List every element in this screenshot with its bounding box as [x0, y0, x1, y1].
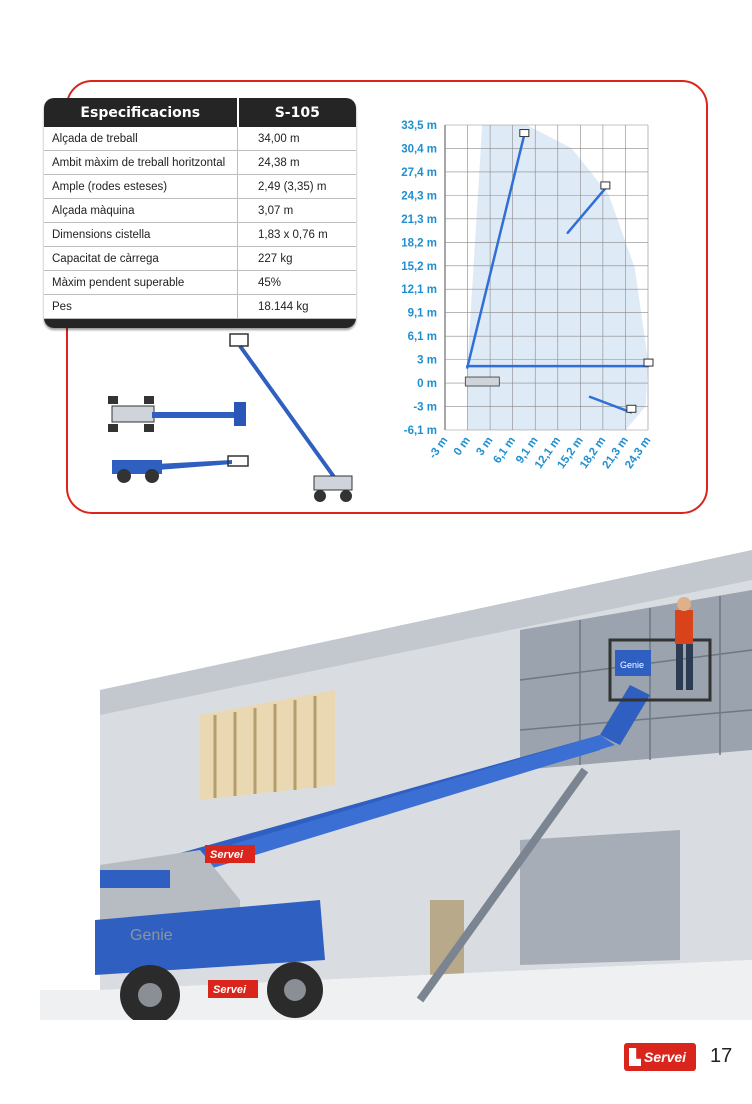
spec-label: Ample (rodes esteses)	[44, 175, 238, 199]
machine-base-marker	[465, 377, 499, 386]
basket-marker	[627, 405, 636, 412]
spec-label: Màxim pendent superable	[44, 271, 238, 295]
boom-brand-label: Servei	[210, 849, 244, 861]
y-tick-label: 9,1 m	[407, 307, 437, 320]
y-tick-label: 30,4 m	[401, 143, 437, 156]
table-row	[44, 175, 356, 199]
y-axis-ticks	[401, 120, 437, 437]
table-row	[44, 127, 356, 151]
table-row	[44, 223, 356, 247]
x-tick-label: 21,3 m	[600, 434, 631, 472]
x-axis-ticks	[427, 435, 653, 471]
x-tick-label: 6,1 m	[491, 434, 519, 466]
table-row	[44, 295, 356, 319]
spec-value: 1,83 x 0,76 m	[238, 223, 357, 247]
spec-label: Ambit màxim de treball horitzontal	[44, 151, 238, 175]
y-tick-label: 21,3 m	[401, 213, 437, 226]
y-tick-label: 0 m	[417, 378, 437, 391]
spec-value: 24,38 m	[238, 151, 357, 175]
y-tick-label: -3 m	[413, 401, 437, 414]
table-row	[44, 151, 356, 175]
table-row	[44, 271, 356, 295]
basket-marker	[520, 130, 529, 137]
spec-label: Dimensions cistella	[44, 223, 238, 247]
spec-value: 2,49 (3,35) m	[238, 175, 357, 199]
machine-brand-text: Genie	[130, 927, 173, 944]
spec-header-model: S-105	[238, 98, 357, 127]
basket-brand-text: Genie	[620, 660, 645, 670]
basket-marker	[601, 182, 610, 189]
x-tick-label: 0 m	[451, 434, 474, 458]
x-tick-label: 24,3 m	[623, 434, 654, 472]
basket-marker	[644, 359, 653, 366]
x-tick-label: 18,2 m	[577, 434, 609, 472]
table-row	[44, 199, 356, 223]
spec-value: 18.144 kg	[238, 295, 357, 319]
y-tick-label: 15,2 m	[401, 260, 437, 273]
x-tick-label: 12,1 m	[532, 434, 564, 472]
spec-table-grid	[44, 98, 356, 319]
y-tick-label: -6,1 m	[403, 425, 437, 437]
machine-extended-sketch	[222, 328, 362, 504]
y-tick-label: 24,3 m	[401, 190, 437, 203]
y-tick-label: 27,4 m	[401, 166, 437, 179]
page-number: 17	[710, 1045, 733, 1067]
y-tick-label: 12,1 m	[401, 284, 437, 297]
y-tick-label: 18,2 m	[401, 237, 437, 250]
spec-value: 45%	[238, 271, 357, 295]
y-tick-label: 3 m	[417, 354, 437, 367]
spec-value: 227 kg	[238, 247, 357, 271]
x-tick-label: -3 m	[427, 434, 451, 462]
machine-photo	[40, 520, 752, 1020]
y-tick-label: 6,1 m	[407, 331, 437, 344]
chassis-brand-label: Servei	[213, 984, 247, 996]
spec-table-footer	[44, 319, 356, 328]
spec-value: 34,00 m	[238, 127, 357, 151]
x-tick-label: 3 m	[474, 434, 496, 458]
spec-table	[44, 98, 356, 328]
spec-label: Alçada de treball	[44, 127, 238, 151]
spec-label: Alçada màquina	[44, 199, 238, 223]
servei-logo-text: Servei	[644, 1049, 687, 1065]
servei-logo	[624, 1043, 696, 1071]
spec-header-label: Especificacions	[44, 98, 238, 127]
table-row	[44, 247, 356, 271]
y-tick-label: 33,5 m	[401, 120, 437, 132]
spec-label: Capacitat de càrrega	[44, 247, 238, 271]
x-tick-label: 9,1 m	[513, 434, 541, 466]
servei-logo-mark	[629, 1048, 641, 1066]
spec-value: 3,07 m	[238, 199, 357, 223]
spec-label: Pes	[44, 295, 238, 319]
reach-chart	[380, 105, 670, 475]
x-tick-label: 15,2 m	[555, 434, 586, 472]
